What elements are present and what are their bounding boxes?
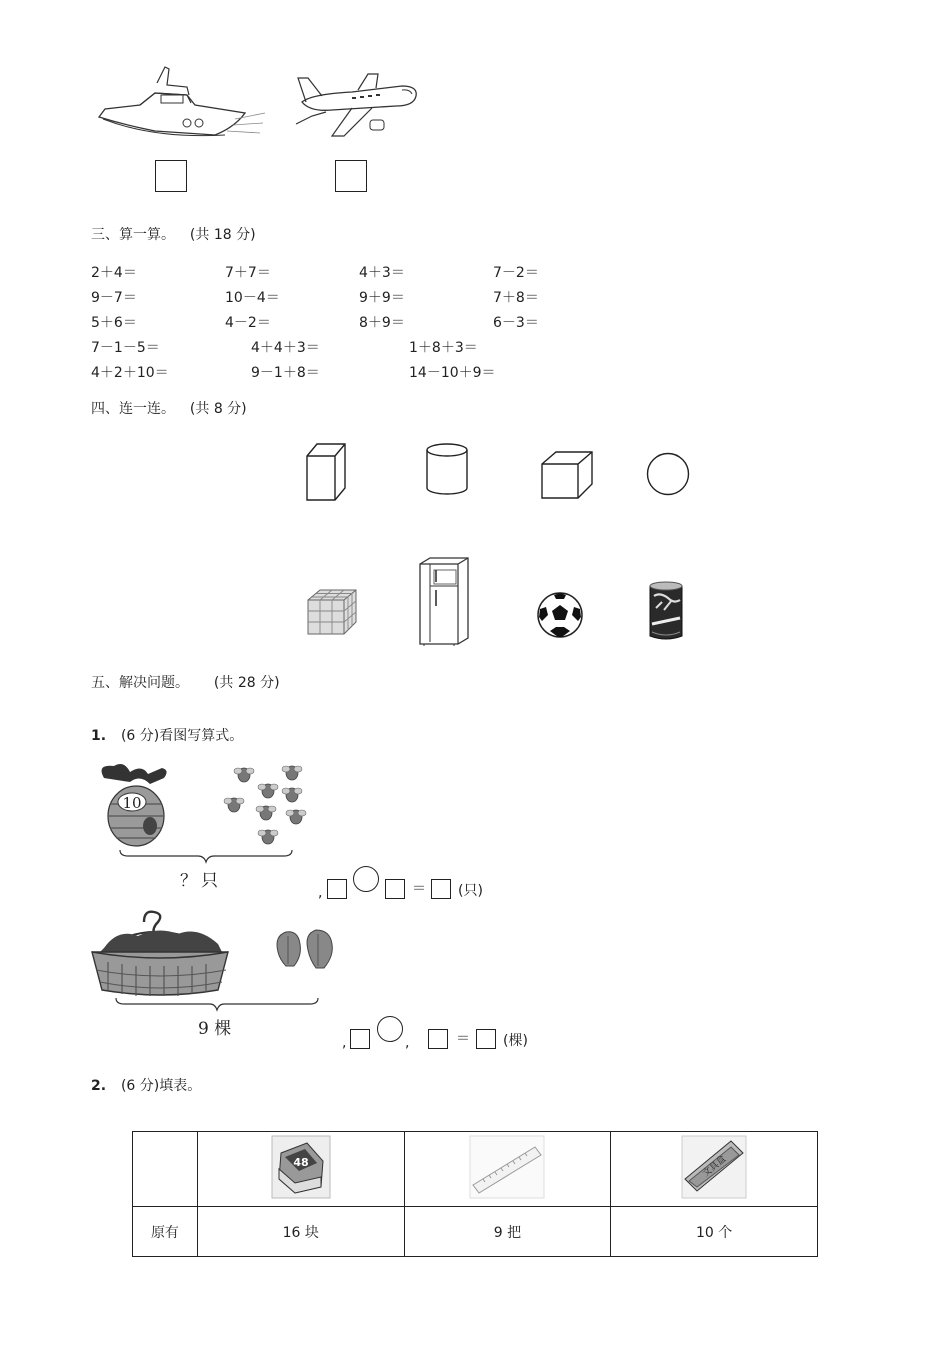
cylinder-shape xyxy=(425,442,469,498)
row-label-original: 原有 xyxy=(133,1207,198,1257)
answer-box-2b[interactable] xyxy=(428,1029,448,1049)
calc-item: 1＋8＋3＝ xyxy=(409,340,478,356)
pencil-case-icon xyxy=(681,1135,747,1199)
brace-2-label: 9 棵 xyxy=(198,1019,232,1039)
calc-item: 10－4＝ xyxy=(225,290,280,306)
calc-item: 4＋3＝ xyxy=(359,265,405,281)
question2-number: 2. xyxy=(91,1078,107,1094)
section3-title: 三、算一算。 xyxy=(91,227,175,243)
section3-score: (共 18 分) xyxy=(189,227,256,243)
eraser-icon xyxy=(271,1135,331,1199)
calc-item: 4＋4＋3＝ xyxy=(251,340,320,356)
brace-1-label: ？只 xyxy=(180,871,222,891)
cuboid-shape xyxy=(305,442,347,502)
rubiks-cube-image xyxy=(306,588,358,636)
comma-2b: , xyxy=(405,1035,410,1051)
calc-item: 9－1＋8＝ xyxy=(251,365,320,381)
section5-title: 五、解决问题。 xyxy=(91,675,189,691)
question1-number: 1. xyxy=(91,728,107,744)
eraser-header-cell xyxy=(197,1132,404,1207)
answer-box-1b[interactable] xyxy=(385,879,405,899)
section4-score: (共 8 分) xyxy=(189,401,247,417)
bees-group-image xyxy=(218,765,313,850)
cube-shape xyxy=(540,450,594,500)
ruler-header-cell xyxy=(404,1132,611,1207)
question2-header xyxy=(91,1077,201,1095)
value-ruler: 9 把 xyxy=(404,1207,611,1257)
value-pencil-case: 10 个 xyxy=(611,1207,818,1257)
calc-item: 9－7＝ xyxy=(91,290,137,306)
refrigerator-image xyxy=(416,556,472,646)
section4-title: 四、连一连。 xyxy=(91,401,175,417)
operator-circle-2[interactable] xyxy=(377,1016,403,1042)
answer-box-1c[interactable] xyxy=(431,879,451,899)
calc-item: 6－3＝ xyxy=(493,315,539,331)
calc-item: 9＋9＝ xyxy=(359,290,405,306)
section5-heading xyxy=(91,674,280,692)
ruler-icon xyxy=(469,1135,545,1199)
beehive-number: 10 xyxy=(122,794,142,812)
value-eraser: 16 块 xyxy=(197,1207,404,1257)
beehive-image xyxy=(90,758,180,850)
sphere-shape xyxy=(646,452,690,496)
boat-answer-box[interactable] xyxy=(155,160,187,192)
table-corner-cell xyxy=(133,1132,198,1207)
unit-1: (只) xyxy=(458,883,483,899)
operator-circle-1[interactable] xyxy=(353,866,379,892)
question1-header xyxy=(91,727,243,745)
question2-text: (6 分)填表。 xyxy=(120,1078,202,1094)
equals-sign-2: ＝ xyxy=(456,1031,470,1047)
calc-item: 7＋8＝ xyxy=(493,290,539,306)
comma-1: , xyxy=(318,885,323,901)
airplane-illustration xyxy=(292,72,422,140)
answer-box-2a[interactable] xyxy=(350,1029,370,1049)
pencil-case-header-cell xyxy=(611,1132,818,1207)
pencil-case-text: 文具盒 xyxy=(701,1154,729,1180)
question1-text: (6 分)看图写算式。 xyxy=(120,728,244,744)
eraser-text: 48 xyxy=(293,1156,309,1169)
airplane-answer-box[interactable] xyxy=(335,160,367,192)
answer-box-1a[interactable] xyxy=(327,879,347,899)
calc-item: 4＋2＋10＝ xyxy=(91,365,169,381)
brace-1 xyxy=(118,848,294,864)
boat-illustration xyxy=(95,65,270,150)
soda-can-image xyxy=(646,580,686,642)
calc-item: 5＋6＝ xyxy=(91,315,137,331)
calc-item: 2＋4＝ xyxy=(91,265,137,281)
section3-heading xyxy=(91,226,256,244)
cabbages-image xyxy=(272,926,336,972)
fill-in-table xyxy=(132,1131,818,1257)
section4-heading xyxy=(91,400,247,418)
calc-item: 4－2＝ xyxy=(225,315,271,331)
answer-box-2c[interactable] xyxy=(476,1029,496,1049)
soccer-ball-image xyxy=(536,591,584,639)
unit-2: (棵) xyxy=(503,1033,528,1049)
section5-score: (共 28 分) xyxy=(213,675,280,691)
calc-item: 14－10＋9＝ xyxy=(409,365,496,381)
brace-2 xyxy=(114,996,320,1012)
equals-sign-1: ＝ xyxy=(412,881,426,897)
calc-item: 7＋7＝ xyxy=(225,265,271,281)
vegetable-basket-image xyxy=(88,908,233,1000)
comma-2a: , xyxy=(342,1035,347,1051)
calc-item: 7－1－5＝ xyxy=(91,340,160,356)
calc-item: 7－2＝ xyxy=(493,265,539,281)
calc-item: 8＋9＝ xyxy=(359,315,405,331)
